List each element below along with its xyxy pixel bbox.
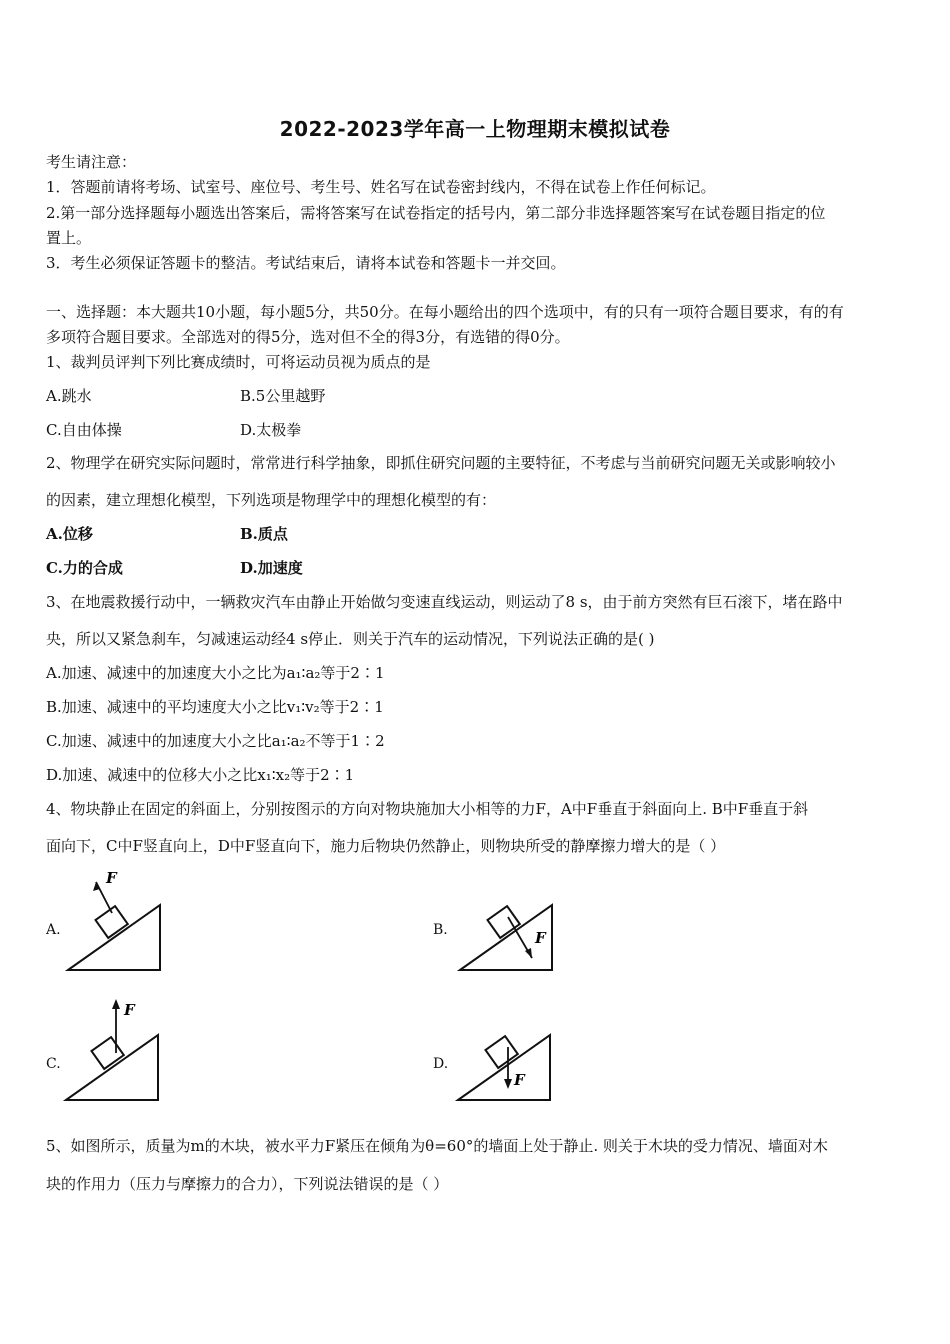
q3-option-c: C.加速、减速中的加速度大小之比a₁∶a₂不等于1∶2: [46, 732, 385, 750]
q1-option-a: A.跳水: [46, 387, 92, 405]
notice-item: 1．答题前请将考场、试室号、座位号、考生号、姓名写在试卷密封线内，不得在试卷上作任何标记。: [46, 178, 716, 196]
question-5-stem: 块的作用力（压力与摩擦力的合力），下列说法错误的是（ ）: [46, 1175, 449, 1193]
question-3-stem: 3、在地震救援行动中，一辆救灾汽车由静止开始做匀变速直线运动，则运动了8 s，由于前方突然有巨石滚下，堵在路中: [46, 593, 843, 611]
diagram-a-label: A.: [46, 922, 61, 938]
q3-option-b: B.加速、减速中的平均速度大小之比v₁∶v₂等于2∶1: [46, 698, 384, 716]
force-label: F: [535, 929, 546, 947]
incline-diagram-d: [450, 995, 560, 1105]
q2-option-c: C.力的合成: [46, 559, 123, 577]
section-heading: 一、选择题：本大题共10小题，每小题5分，共50分。在每小题给出的四个选项中，有的只有一项符合题目要求，有的有: [46, 303, 844, 321]
incline-diagram-b: [452, 865, 562, 975]
q2-option-b: B.质点: [240, 525, 288, 543]
notice-item: 2.第一部分选择题每小题选出答案后，需将答案写在试卷指定的括号内，第二部分非选择题答案写在试卷题目指定的位: [46, 204, 826, 222]
question-1-stem: 1、裁判员评判下列比赛成绩时，可将运动员视为质点的是: [46, 353, 431, 371]
question-2-stem: 2、物理学在研究实际问题时，常常进行科学抽象，即抓住研究问题的主要特征，不考虑与当前研究问题无关或影响较小: [46, 454, 836, 472]
q1-option-c: C.自由体操: [46, 421, 122, 439]
force-label: F: [106, 869, 117, 887]
q1-option-b: B.5公里越野: [240, 387, 326, 405]
diagram-b-label: B.: [433, 922, 448, 938]
question-4-stem: 4、物块静止在固定的斜面上，分别按图示的方向对物块施加大小相等的力F，A中F垂直于斜面向上. B中F垂直于斜: [46, 800, 809, 818]
section-heading: 多项符合题目要求。全部选对的得5分，选对但不全的得3分，有选错的得0分。: [46, 328, 570, 346]
q2-option-d: D.加速度: [240, 559, 303, 577]
page-title: 2022-2023学年高一上物理期末模拟试卷: [279, 117, 671, 141]
question-4-stem: 面向下，C中F竖直向上，D中F竖直向下，施力后物块仍然静止，则物块所受的静摩擦力增大的是（ ）: [46, 837, 726, 855]
incline-diagram-a: [60, 865, 170, 975]
question-3-stem: 央，所以又紧急刹车，匀减速运动经4 s停止．则关于汽车的运动情况，下列说法正确的是( ): [46, 630, 655, 648]
q1-option-d: D.太极拳: [240, 421, 302, 439]
diagram-c-label: C.: [46, 1056, 61, 1072]
force-label: F: [514, 1071, 525, 1089]
q3-option-d: D.加速、减速中的位移大小之比x₁∶x₂等于2∶1: [46, 766, 355, 784]
notice-heading: 考生请注意：: [46, 153, 137, 171]
q3-option-a: A.加速、减速中的加速度大小之比为a₁∶a₂等于2∶1: [46, 664, 385, 682]
notice-item: 置上。: [46, 229, 92, 247]
diagram-d-label: D.: [433, 1056, 449, 1072]
q2-option-a: A.位移: [46, 525, 93, 543]
question-2-stem: 的因素，建立理想化模型，下列选项是物理学中的理想化模型的有：: [46, 491, 497, 509]
notice-item: 3．考生必须保证答题卡的整洁。考试结束后，请将本试卷和答题卡一并交回。: [46, 254, 566, 272]
question-5-stem: 5、如图所示，质量为m的木块，被水平力F紧压在倾角为θ=60°的墙面上处于静止. 则关于木块的受力情况、墙面对木: [46, 1137, 828, 1155]
force-label: F: [124, 1001, 135, 1019]
incline-diagram-c: [58, 995, 168, 1105]
